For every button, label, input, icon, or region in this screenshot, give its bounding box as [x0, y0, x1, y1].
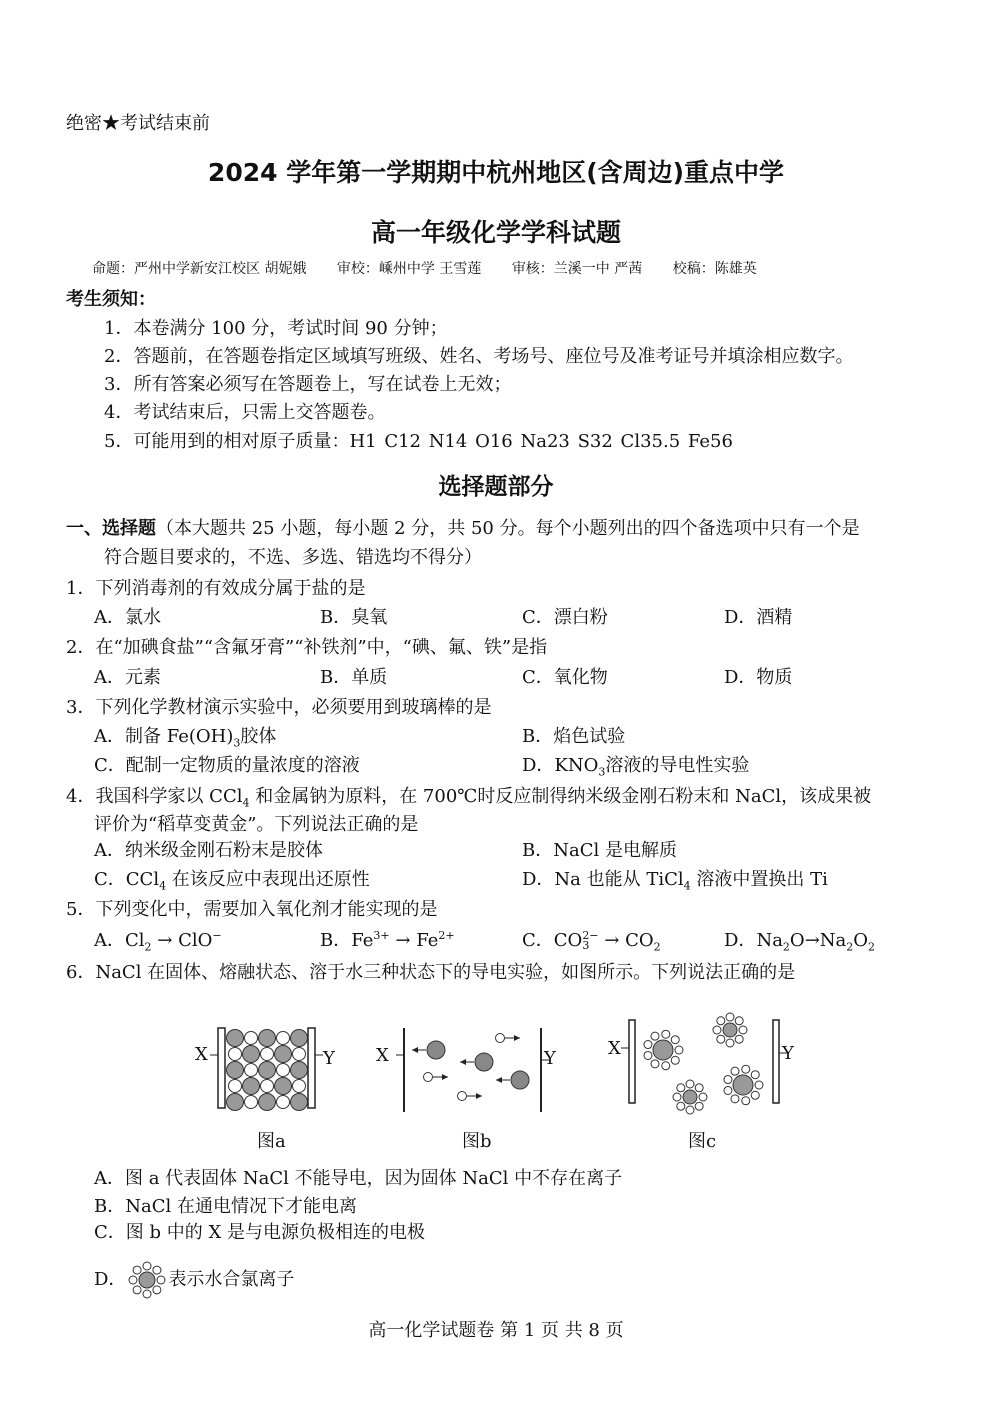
option-b: B．$Fe^{3+} \to Fe^{2+}$: [320, 929, 455, 951]
part-desc: （本大题共 25 小题，每小题 2 分，共 50 分。每个小题列出的四个备选项中只有一个是: [156, 518, 860, 539]
electrode-x-label: X: [376, 1045, 389, 1066]
option-c: C．漂白粉: [522, 607, 608, 628]
question-stem: 6．NaCl 在固体、熔融状态、溶于水三种状态下的导电实验，如图所示。下列说法正确的是: [66, 962, 796, 983]
option-d: D．酒精: [724, 607, 793, 628]
question-stem: 5．下列变化中，需要加入氧化剂才能实现的是: [66, 899, 438, 920]
notice-item: 5．可能用到的相对原子质量：H1 C12 N14 O16 Na23 S32 Cl35.5 Fe56: [104, 431, 733, 452]
electrode-x-label: X: [608, 1038, 621, 1059]
notice-heading: 考生须知：: [66, 289, 156, 310]
question-stem: 1．下列消毒剂的有效成分属于盐的是: [66, 578, 366, 599]
section-title: 选择题部分: [438, 474, 554, 500]
credit-proofreader: 校稿：陈雄英: [672, 261, 757, 277]
credits-line: [92, 258, 783, 278]
electrode-y-label: Y: [544, 1048, 556, 1069]
part-label: 一、选择题: [66, 518, 156, 539]
part-desc-cont: 符合题目要求的，不选、多选、错选均不得分）: [104, 547, 482, 568]
page-footer: 高一化学试题卷 第 1 页 共 8 页: [368, 1320, 624, 1341]
question-stem: 3．下列化学教材演示实验中，必须要用到玻璃棒的是: [66, 697, 492, 718]
option-b: B．焰色试验: [522, 726, 626, 747]
part-instructions: [66, 514, 860, 540]
figure-b-diagram: [372, 1020, 562, 1120]
notice-item: 3．所有答案必须写在答题卷上，写在试卷上无效；: [104, 374, 512, 395]
figure-c: [605, 1005, 805, 1123]
exam-subtitle: 高一年级化学学科试题: [370, 218, 621, 247]
option-a: A．元素: [94, 667, 161, 688]
option-b: B．NaCl 在通电情况下才能电离: [94, 1196, 357, 1217]
electrode-y-label: Y: [323, 1048, 335, 1069]
option-c: C．氧化物: [522, 667, 608, 688]
option-d: D．$Na_2O\to Na_2O_2$: [724, 930, 876, 954]
credit-author: 命题：严州中学新安江校区 胡妮娥: [92, 261, 307, 277]
option-b: B．NaCl 是电解质: [522, 840, 677, 861]
question-stem: 4．我国科学家以 CCl$_4$ 和金属钠为原料，在 700℃时反应制得纳米级金刚石粉末和 NaCl，该成果被: [66, 786, 872, 810]
credit-auditor: 审核：兰溪一中 严茜: [511, 261, 643, 277]
notice-item: 2．答题前，在答题卷指定区域填写班级、姓名、考场号、座位号及准考证号并填涂相应数字。: [104, 346, 854, 367]
option-d: D．物质: [724, 667, 793, 688]
option-d: D．$KNO_3$溶液的导电性实验: [522, 755, 750, 779]
figure-b: [372, 1020, 562, 1120]
figure-c-diagram: [605, 1005, 805, 1123]
option-a: A．纳米级金刚石粉末是胶体: [94, 840, 323, 861]
confidential-label: 绝密★考试结束前: [66, 113, 210, 134]
notice-item: 1．本卷满分 100 分，考试时间 90 分钟；: [104, 318, 448, 339]
option-c: C．图 b 中的 X 是与电源负极相连的电极: [94, 1222, 425, 1243]
electrode-y-label: Y: [782, 1043, 794, 1064]
option-c: C．CO 2− 3 → $CO_2$: [522, 929, 661, 954]
question-stem: 2．在“加碘食盐”“含氟牙膏”“补铁剂”中，“碘、氟、铁”是指: [66, 637, 548, 658]
figure-a-caption: 图a: [257, 1131, 286, 1152]
figure-c-caption: 图c: [688, 1131, 717, 1152]
hydrated-ion-icon: [126, 1259, 168, 1301]
credit-reviewer: 审校：嵊州中学 王雪莲: [336, 261, 482, 277]
option-a: A．制备 $Fe(OH)_3$胶体: [94, 726, 277, 750]
question-stem-cont: 评价为“稻草变黄金”。下列说法正确的是: [94, 814, 419, 835]
option-a: A．图 a 代表固体 NaCl 不能导电，因为固体 NaCl 中不存在离子: [94, 1168, 623, 1189]
notice-item: 4．考试结束后，只需上交答题卷。: [104, 402, 386, 423]
option-b: B．臭氧: [320, 607, 388, 628]
option-d: D．Na 也能从 TiCl$_4$ 溶液中置换出 Ti: [522, 869, 828, 893]
figure-a: [190, 1020, 340, 1115]
electrode-x-label: X: [195, 1044, 208, 1065]
option-c: C．配制一定物质的量浓度的溶液: [94, 755, 360, 776]
exam-title: 2024 学年第一学期期中杭州地区(含周边)重点中学: [207, 158, 785, 187]
option-d: D． 表示水合氯离子: [94, 1259, 294, 1301]
figure-b-caption: 图b: [462, 1131, 492, 1152]
option-b: B．单质: [320, 667, 388, 688]
figure-a-diagram: [190, 1020, 340, 1115]
option-c: C．CCl$_4$ 在该反应中表现出还原性: [94, 869, 370, 893]
option-a: A．$Cl_2 \to ClO^-$: [94, 929, 222, 954]
option-a: A．氯水: [94, 607, 161, 628]
